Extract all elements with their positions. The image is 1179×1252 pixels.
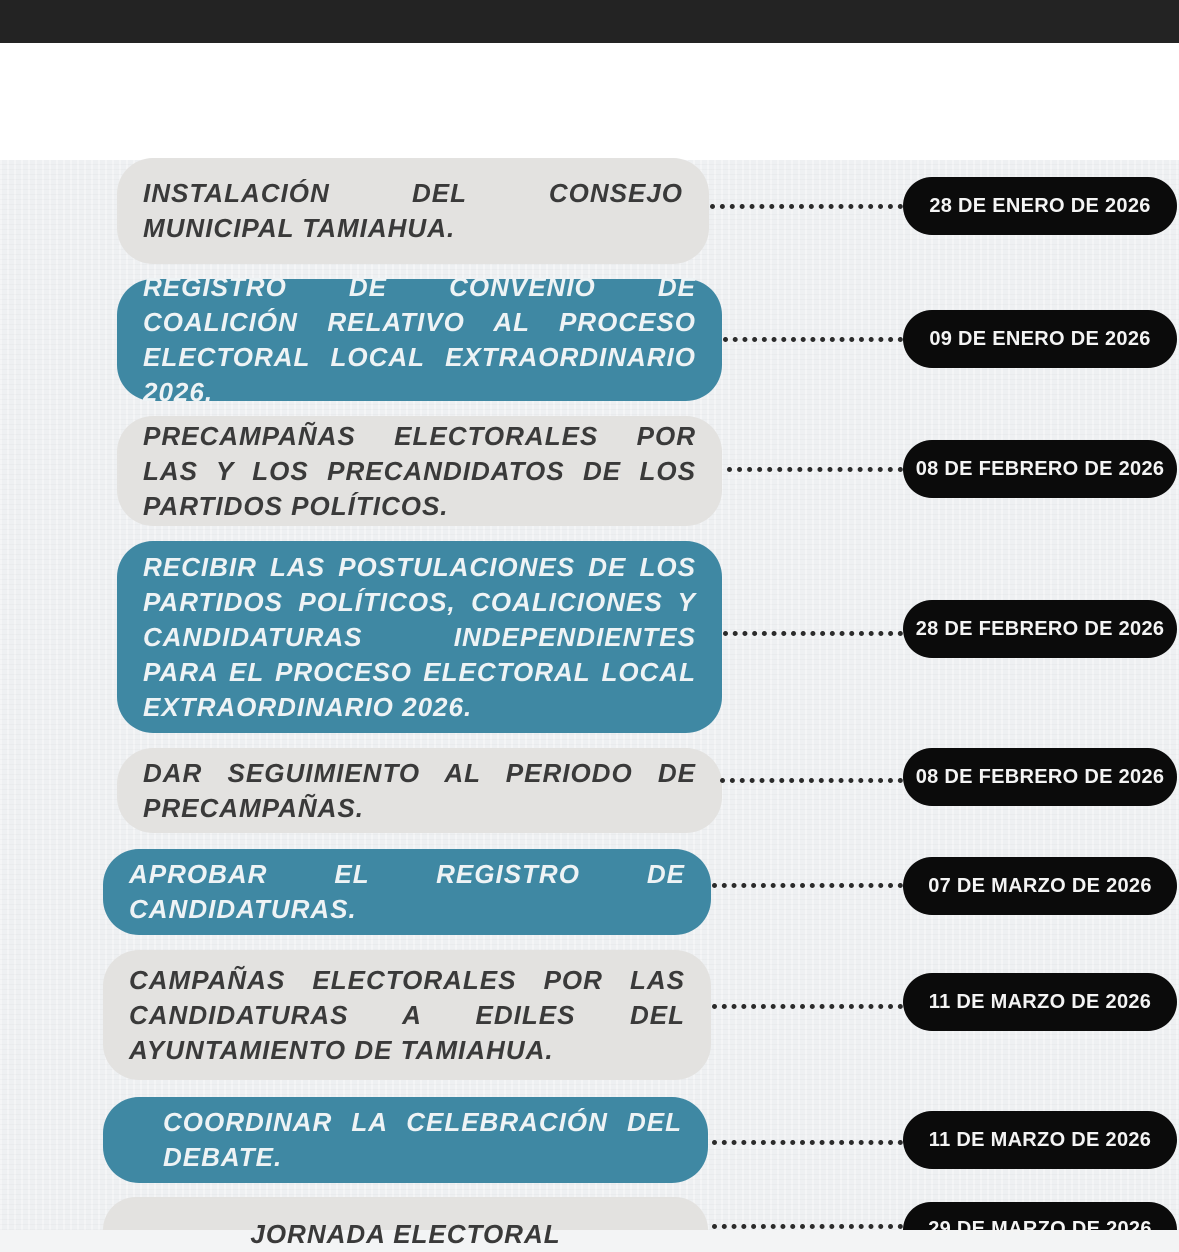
activity-text: INSTALACIÓN DEL CONSEJO MUNICIPAL TAMIAHUA.	[143, 178, 683, 243]
connector-dots	[727, 467, 903, 472]
activity-pill	[117, 158, 709, 264]
date-badge: 08 DE FEBRERO DE 2026	[903, 440, 1177, 498]
header-spacer	[0, 43, 1179, 160]
date-badge: 09 DE ENERO DE 2026	[903, 310, 1177, 368]
connector-dots	[712, 1140, 903, 1145]
date-badge: 08 DE FEBRERO DE 2026	[903, 748, 1177, 806]
activity-text: RECIBIR LAS POSTULACIONES DE LOS PARTIDOS POLÍTICOS, COALICIONES Y CANDIDATURAS INDEPENDIENTES PARA EL PROCESO ELECTORAL LOCAL EXTRAORDINARIO 2026.	[143, 551, 696, 722]
activity-pill	[117, 541, 722, 733]
date-badge: 11 DE MARZO DE 2026	[903, 973, 1177, 1031]
activity-text: APROBAR EL REGISTRO DE CANDIDATURAS.	[129, 859, 685, 924]
activity-pill	[103, 1097, 708, 1183]
activity-pill	[103, 849, 711, 935]
activity-text: PRECAMPAÑAS ELECTORALES POR LAS Y LOS PRECANDIDATOS DE LOS PARTIDOS POLÍTICOS.	[143, 420, 696, 521]
activity-pill	[117, 748, 722, 833]
date-badge: 07 DE MARZO DE 2026	[903, 857, 1177, 915]
date-badge: 28 DE FEBRERO DE 2026	[903, 600, 1177, 658]
activity-text: CAMPAÑAS ELECTORALES POR LAS CANDIDATURAS A EDILES DEL AYUNTAMIENTO DE TAMIAHUA.	[129, 964, 685, 1065]
activity-text: REGISTRO DE CONVENIO DE COALICIÓN RELATIVO AL PROCESO ELECTORAL LOCAL EXTRAORDINARIO 2026.	[143, 272, 696, 407]
activity-pill	[117, 272, 722, 407]
date-badge: 28 DE ENERO DE 2026	[903, 177, 1177, 235]
activity-pill	[117, 416, 722, 526]
activity-text: COORDINAR LA CELEBRACIÓN DEL DEBATE.	[163, 1107, 682, 1172]
connector-dots	[720, 778, 903, 783]
connector-dots	[712, 1004, 903, 1009]
connector-dots	[712, 1224, 903, 1229]
date-badge: 11 DE MARZO DE 2026	[903, 1111, 1177, 1169]
activity-pill	[103, 950, 711, 1080]
activity-text: JORNADA ELECTORAL	[250, 1219, 561, 1249]
activity-text: DAR SEGUIMIENTO AL PERIODO DE PRECAMPAÑAS.	[143, 757, 696, 823]
connector-dots	[712, 883, 903, 888]
date-badge: 29 DE MARZO DE 2026	[903, 1202, 1177, 1230]
connector-dots	[710, 204, 903, 209]
top-bar	[0, 0, 1179, 43]
connector-dots	[723, 337, 903, 342]
activity-pill	[103, 1197, 708, 1249]
connector-dots	[723, 631, 903, 636]
